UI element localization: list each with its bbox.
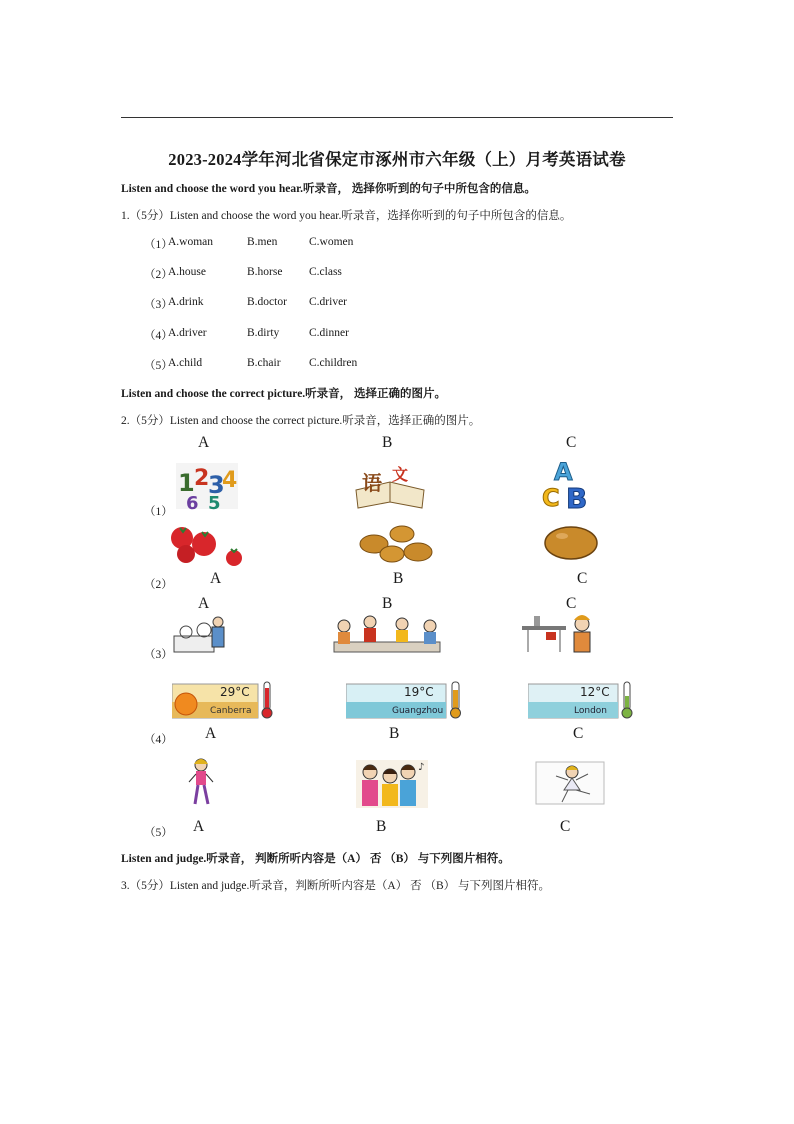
tomatoes-picture[interactable] <box>166 522 248 566</box>
column-letter-a: A <box>198 595 210 612</box>
section-heading-2: Listen and choose the correct picture.听录音， 选择正确的图片。 <box>121 388 447 400</box>
potatoes-picture[interactable] <box>356 522 436 566</box>
section-heading-1: Listen and choose the word you hear.听录音， 选择你听到的句子中所包含的信息。 <box>121 183 536 195</box>
option-a[interactable]: A.driver <box>168 327 207 339</box>
abc-letters-picture[interactable] <box>540 456 602 516</box>
chinese-book-picture[interactable] <box>352 460 428 512</box>
svg-text:3: 3 <box>208 471 225 499</box>
option-number: （5） <box>144 360 173 372</box>
option-c[interactable]: C.dinner <box>309 327 349 339</box>
row-number: （3） <box>144 649 173 661</box>
option-number: （1） <box>144 239 173 251</box>
column-letter-b: B <box>393 570 404 587</box>
question-3: 3.（5分）Listen and judge.听录音，判断所听内容是（A） 否 （B） 与下列图片相符。 <box>121 880 550 892</box>
option-b[interactable]: B.dirty <box>247 327 280 339</box>
temperature-label: 29°C <box>220 685 250 699</box>
page-title: 2023-2024学年河北省保定市涿州市六年级（上）月考英语试卷 <box>168 150 626 169</box>
temperature-label: 19°C <box>404 685 434 699</box>
column-letter-b: B <box>382 434 393 451</box>
girl-picture[interactable] <box>186 756 216 810</box>
option-b[interactable]: B.men <box>247 236 278 248</box>
option-b[interactable]: B.chair <box>247 357 281 369</box>
column-letter-b: B <box>376 818 387 835</box>
numbers-picture[interactable] <box>172 455 244 513</box>
svg-text:1: 1 <box>178 469 195 497</box>
row-number: （4） <box>144 734 173 746</box>
children-singing-picture[interactable] <box>356 760 428 808</box>
column-letter-b: B <box>382 595 393 612</box>
option-c[interactable]: C.driver <box>309 296 348 308</box>
option-c[interactable]: C.women <box>309 236 354 248</box>
svg-text:2: 2 <box>194 466 210 491</box>
column-letter-c: C <box>577 570 588 587</box>
svg-text:♪: ♪ <box>418 762 425 773</box>
option-b[interactable]: B.doctor <box>247 296 287 308</box>
column-letter-c: C <box>573 725 584 742</box>
option-a[interactable]: A.drink <box>168 296 204 308</box>
svg-text:4: 4 <box>222 468 238 493</box>
row-number: （1） <box>144 506 173 518</box>
svg-text:B: B <box>566 482 588 515</box>
option-number: （2） <box>144 269 173 281</box>
svg-text:A: A <box>554 458 573 486</box>
option-b[interactable]: B.horse <box>247 266 283 278</box>
column-letter-a: A <box>210 570 222 587</box>
row-number: （5） <box>144 827 173 839</box>
column-letter-c: C <box>566 595 577 612</box>
svg-text:6: 6 <box>186 493 199 513</box>
option-number: （4） <box>144 330 173 342</box>
section-heading-3: Listen and judge.听录音， 判断所听内容是（A） 否 （B） 与下列图片相符。 <box>121 853 510 865</box>
svg-text:C: C <box>542 484 560 512</box>
svg-text:5: 5 <box>208 493 221 513</box>
city-label: Guangzhou <box>392 706 444 716</box>
potato-picture[interactable] <box>542 524 600 562</box>
column-letter-c: C <box>560 818 571 835</box>
svg-text:文: 文 <box>392 465 409 484</box>
temperature-label: 12°C <box>580 685 610 699</box>
family-dinner-picture[interactable] <box>330 612 444 656</box>
question-2: 2.（5分）Listen and choose the correct picture.听录音，选择正确的图片。 <box>121 415 481 427</box>
column-letter-c: C <box>566 434 577 451</box>
column-letter-a: A <box>205 725 217 742</box>
top-rule <box>121 117 673 118</box>
option-a[interactable]: A.house <box>168 266 207 278</box>
column-letter-a: A <box>198 434 210 451</box>
column-letter-a: A <box>193 818 205 835</box>
svg-text:语: 语 <box>362 471 382 495</box>
city-label: Canberra <box>210 706 252 716</box>
weather-guangzhou-picture[interactable] <box>346 678 466 720</box>
weather-canberra-picture[interactable] <box>172 680 278 720</box>
row-number: （2） <box>144 579 173 591</box>
option-a[interactable]: A.child <box>168 357 203 369</box>
option-a[interactable]: A.woman <box>168 236 214 248</box>
dancing-picture[interactable] <box>532 758 608 808</box>
column-letter-b: B <box>389 725 400 742</box>
cooking-picture[interactable] <box>172 612 230 656</box>
city-label: London <box>574 706 607 716</box>
kitchen-picture[interactable] <box>520 612 596 656</box>
weather-london-picture[interactable] <box>528 680 638 720</box>
option-number: （3） <box>144 299 173 311</box>
option-c[interactable]: C.class <box>309 266 342 278</box>
option-c[interactable]: C.children <box>309 357 358 369</box>
question-1: 1.（5分）Listen and choose the word you hear.听录音，选择你听到的句子中所包含的信息。 <box>121 210 572 222</box>
